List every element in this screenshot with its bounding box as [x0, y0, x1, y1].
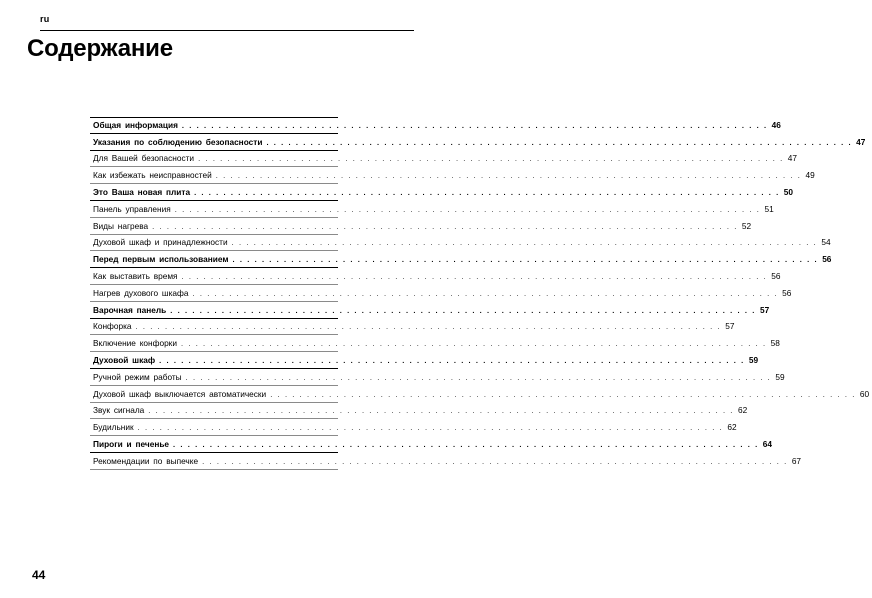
language-code: ru [40, 14, 50, 24]
toc-entry[interactable] [90, 268, 781, 285]
toc-entry-label: Духовой шкаф выключается автоматически [93, 388, 267, 399]
page-title: Содержание [27, 35, 173, 62]
toc-leader-dots: . . . . . . . . . . . . . . . . . . . . . . . . . . . . . . . . . . . . . . . . . . . . . . . . . . . . . . . . . . . . . . . . . . . . . . . . . . . . . . . . [159, 355, 745, 365]
toc-entry-page: 59 [748, 354, 759, 365]
toc-leader-dots: . . . . . . . . . . . . . . . . . . . . . . . . . . . . . . . . . . . . . . . . . . . . . . . . . . . . . . . . . . . . . . . . . . . . . . . . . . . . . . . . [185, 372, 772, 382]
toc-entry[interactable] [90, 319, 735, 336]
toc-entry-label: Духовой шкаф и принадлежности [93, 237, 228, 248]
toc-entry-label: Пироги и печенье [93, 438, 170, 449]
toc-entry-label: Для Вашей безопасности [93, 153, 195, 164]
toc-entry[interactable] [90, 403, 748, 420]
toc-entry-label: Ручной режим работы [93, 371, 182, 382]
toc-entry[interactable] [90, 117, 781, 134]
toc-entry-page: 57 [759, 304, 770, 315]
toc-entry-page: 51 [764, 203, 774, 214]
toc-leader-dots: . . . . . . . . . . . . . . . . . . . . . . . . . . . . . . . . . . . . . . . . . . . . . . . . . . . . . . . . . . . . . . . . . . . . . . . . . . . . . . . . [137, 423, 724, 433]
toc-entry-page: 47 [856, 136, 866, 147]
toc-entry[interactable] [90, 218, 752, 235]
toc-entry[interactable] [90, 167, 815, 184]
toc-entry-label: Виды нагрева [93, 220, 149, 231]
toc-leader-dots: . . . . . . . . . . . . . . . . . . . . . . . . . . . . . . . . . . . . . . . . . . . . . . . . . . . . . . . . . . . . . . . . . . . . . . . . . . . . . . . . [173, 439, 759, 449]
toc-leader-dots: . . . . . . . . . . . . . . . . . . . . . . . . . . . . . . . . . . . . . . . . . . . . . . . . . . . . . . . . . . . . . . . . . . . . . . . . . . . . . . . . [266, 137, 853, 147]
toc-entry[interactable] [90, 184, 794, 201]
toc-entry-label: Рекомендации по выпечке [93, 455, 199, 466]
toc-entry[interactable] [90, 201, 774, 218]
toc-entry-page: 62 [738, 405, 748, 416]
toc-leader-dots: . . . . . . . . . . . . . . . . . . . . . . . . . . . . . . . . . . . . . . . . . . . . . . . . . . . . . . . . . . . . . . . . . . . . . . . . . . . . . . . . [180, 339, 767, 349]
toc-leader-dots: . . . . . . . . . . . . . . . . . . . . . . . . . . . . . . . . . . . . . . . . . . . . . . . . . . . . . . . . . . . . . . . . . . . . . . . . . . . . . . . . [231, 238, 818, 248]
toc-entry-page: 64 [762, 438, 772, 449]
toc-leader-dots: . . . . . . . . . . . . . . . . . . . . . . . . . . . . . . . . . . . . . . . . . . . . . . . . . . . . . . . . . . . . . . . . . . . . . . . . . . . . . . . . [232, 255, 819, 265]
toc-entry-label: Конфорка [93, 321, 132, 332]
toc-entry-page: 56 [822, 254, 832, 265]
toc-entry-page: 58 [770, 338, 780, 349]
toc-entry-label: Включение конфорки [93, 338, 177, 349]
toc-entry-label: Будильник [93, 422, 134, 433]
toc-entry-label: Варочная панель [93, 304, 167, 315]
toc-leader-dots: . . . . . . . . . . . . . . . . . . . . . . . . . . . . . . . . . . . . . . . . . . . . . . . . . . . . . . . . . . . . . . . . . . . . . . . . . . . . . . . . [194, 187, 780, 197]
toc-entry[interactable] [90, 352, 759, 369]
toc-entry[interactable] [90, 436, 772, 453]
toc-leader-dots: . . . . . . . . . . . . . . . . . . . . . . . . . . . . . . . . . . . . . . . . . . . . . . . . . . . . . . . . . . . . . . . . . . . . . . . . . . . . . . . . [152, 221, 738, 231]
toc-entry-label: Перед первым использованием [93, 254, 229, 265]
toc-leader-dots: . . . . . . . . . . . . . . . . . . . . . . . . . . . . . . . . . . . . . . . . . . . . . . . . . . . . . . . . . . . . . . . . . . . . . . . . . . . . . . . . [135, 322, 722, 332]
toc-leader-dots: . . . . . . . . . . . . . . . . . . . . . . . . . . . . . . . . . . . . . . . . . . . . . . . . . . . . . . . . . . . . . . . . . . . . . . . . . . . . . . . . [270, 389, 856, 399]
toc-leader-dots: . . . . . . . . . . . . . . . . . . . . . . . . . . . . . . . . . . . . . . . . . . . . . . . . . . . . . . . . . . . . . . . . . . . . . . . . . . . . . . . . [148, 406, 734, 416]
toc-entry-page: 46 [771, 119, 781, 130]
toc-leader-dots: . . . . . . . . . . . . . . . . . . . . . . . . . . . . . . . . . . . . . . . . . . . . . . . . . . . . . . . . . . . . . . . . . . . . . . . . . . . . . . . . [192, 288, 779, 298]
toc-entry-page: 60 [859, 388, 870, 399]
toc-entry-page: 57 [725, 321, 735, 332]
toc-entry-label: Указания по соблюдению безопасности [93, 136, 263, 147]
toc-entry-page: 50 [783, 186, 794, 197]
header-rule [40, 30, 414, 31]
toc-entry[interactable] [90, 151, 798, 168]
toc-entry-page: 62 [727, 422, 737, 433]
toc-entry-page: 56 [771, 270, 781, 281]
toc-entry-page: 54 [821, 237, 831, 248]
toc-entry[interactable] [90, 386, 870, 403]
toc-entry[interactable] [90, 134, 866, 151]
toc-entry-label: Панель управления [93, 203, 171, 214]
toc-entry-label: Общая информация [93, 119, 178, 130]
toc-entry[interactable] [90, 302, 770, 319]
toc-leader-dots: . . . . . . . . . . . . . . . . . . . . . . . . . . . . . . . . . . . . . . . . . . . . . . . . . . . . . . . . . . . . . . . . . . . . . . . . . . . . . . . . [198, 154, 784, 164]
toc-entry[interactable] [90, 235, 831, 252]
toc-entry-page: 49 [805, 170, 815, 181]
toc-leader-dots: . . . . . . . . . . . . . . . . . . . . . . . . . . . . . . . . . . . . . . . . . . . . . . . . . . . . . . . . . . . . . . . . . . . . . . . . . . . . . . . . [181, 271, 768, 281]
toc-entry[interactable] [90, 285, 792, 302]
toc-entry-page: 59 [775, 371, 785, 382]
toc-entry-label: Это Ваша новая плита [93, 186, 191, 197]
toc-entry-page: 47 [787, 153, 798, 164]
toc-entry-label: Звук сигнала [93, 405, 145, 416]
toc-entry-label: Духовой шкаф [93, 354, 156, 365]
toc-entry-page: 56 [782, 287, 792, 298]
toc-leader-dots: . . . . . . . . . . . . . . . . . . . . . . . . . . . . . . . . . . . . . . . . . . . . . . . . . . . . . . . . . . . . . . . . . . . . . . . . . . . . . . . . [202, 456, 788, 466]
toc-leader-dots: . . . . . . . . . . . . . . . . . . . . . . . . . . . . . . . . . . . . . . . . . . . . . . . . . . . . . . . . . . . . . . . . . . . . . . . . . . . . . . . . [174, 204, 761, 214]
toc-entry[interactable] [90, 251, 832, 268]
toc-leader-dots: . . . . . . . . . . . . . . . . . . . . . . . . . . . . . . . . . . . . . . . . . . . . . . . . . . . . . . . . . . . . . . . . . . . . . . . . . . . . . . . . [215, 171, 802, 181]
table-of-contents [90, 117, 870, 470]
toc-entry-label: Нагрев духового шкафа [93, 287, 189, 298]
toc-entry[interactable] [90, 419, 737, 436]
toc-leader-dots: . . . . . . . . . . . . . . . . . . . . . . . . . . . . . . . . . . . . . . . . . . . . . . . . . . . . . . . . . . . . . . . . . . . . . . . . . . . . . . . . [170, 305, 756, 315]
page-number: 44 [32, 568, 46, 582]
toc-entry[interactable] [90, 369, 785, 386]
toc-entry[interactable] [90, 335, 780, 352]
toc-entry-page: 52 [741, 220, 752, 231]
toc-entry-page: 67 [791, 455, 802, 466]
toc-entry-label: Как выставить время [93, 270, 178, 281]
toc-entry[interactable] [90, 453, 802, 470]
toc-leader-dots: . . . . . . . . . . . . . . . . . . . . . . . . . . . . . . . . . . . . . . . . . . . . . . . . . . . . . . . . . . . . . . . . . . . . . . . . . . . . . . . . [181, 120, 768, 130]
toc-entry-label: Как избежать неисправностей [93, 170, 212, 181]
